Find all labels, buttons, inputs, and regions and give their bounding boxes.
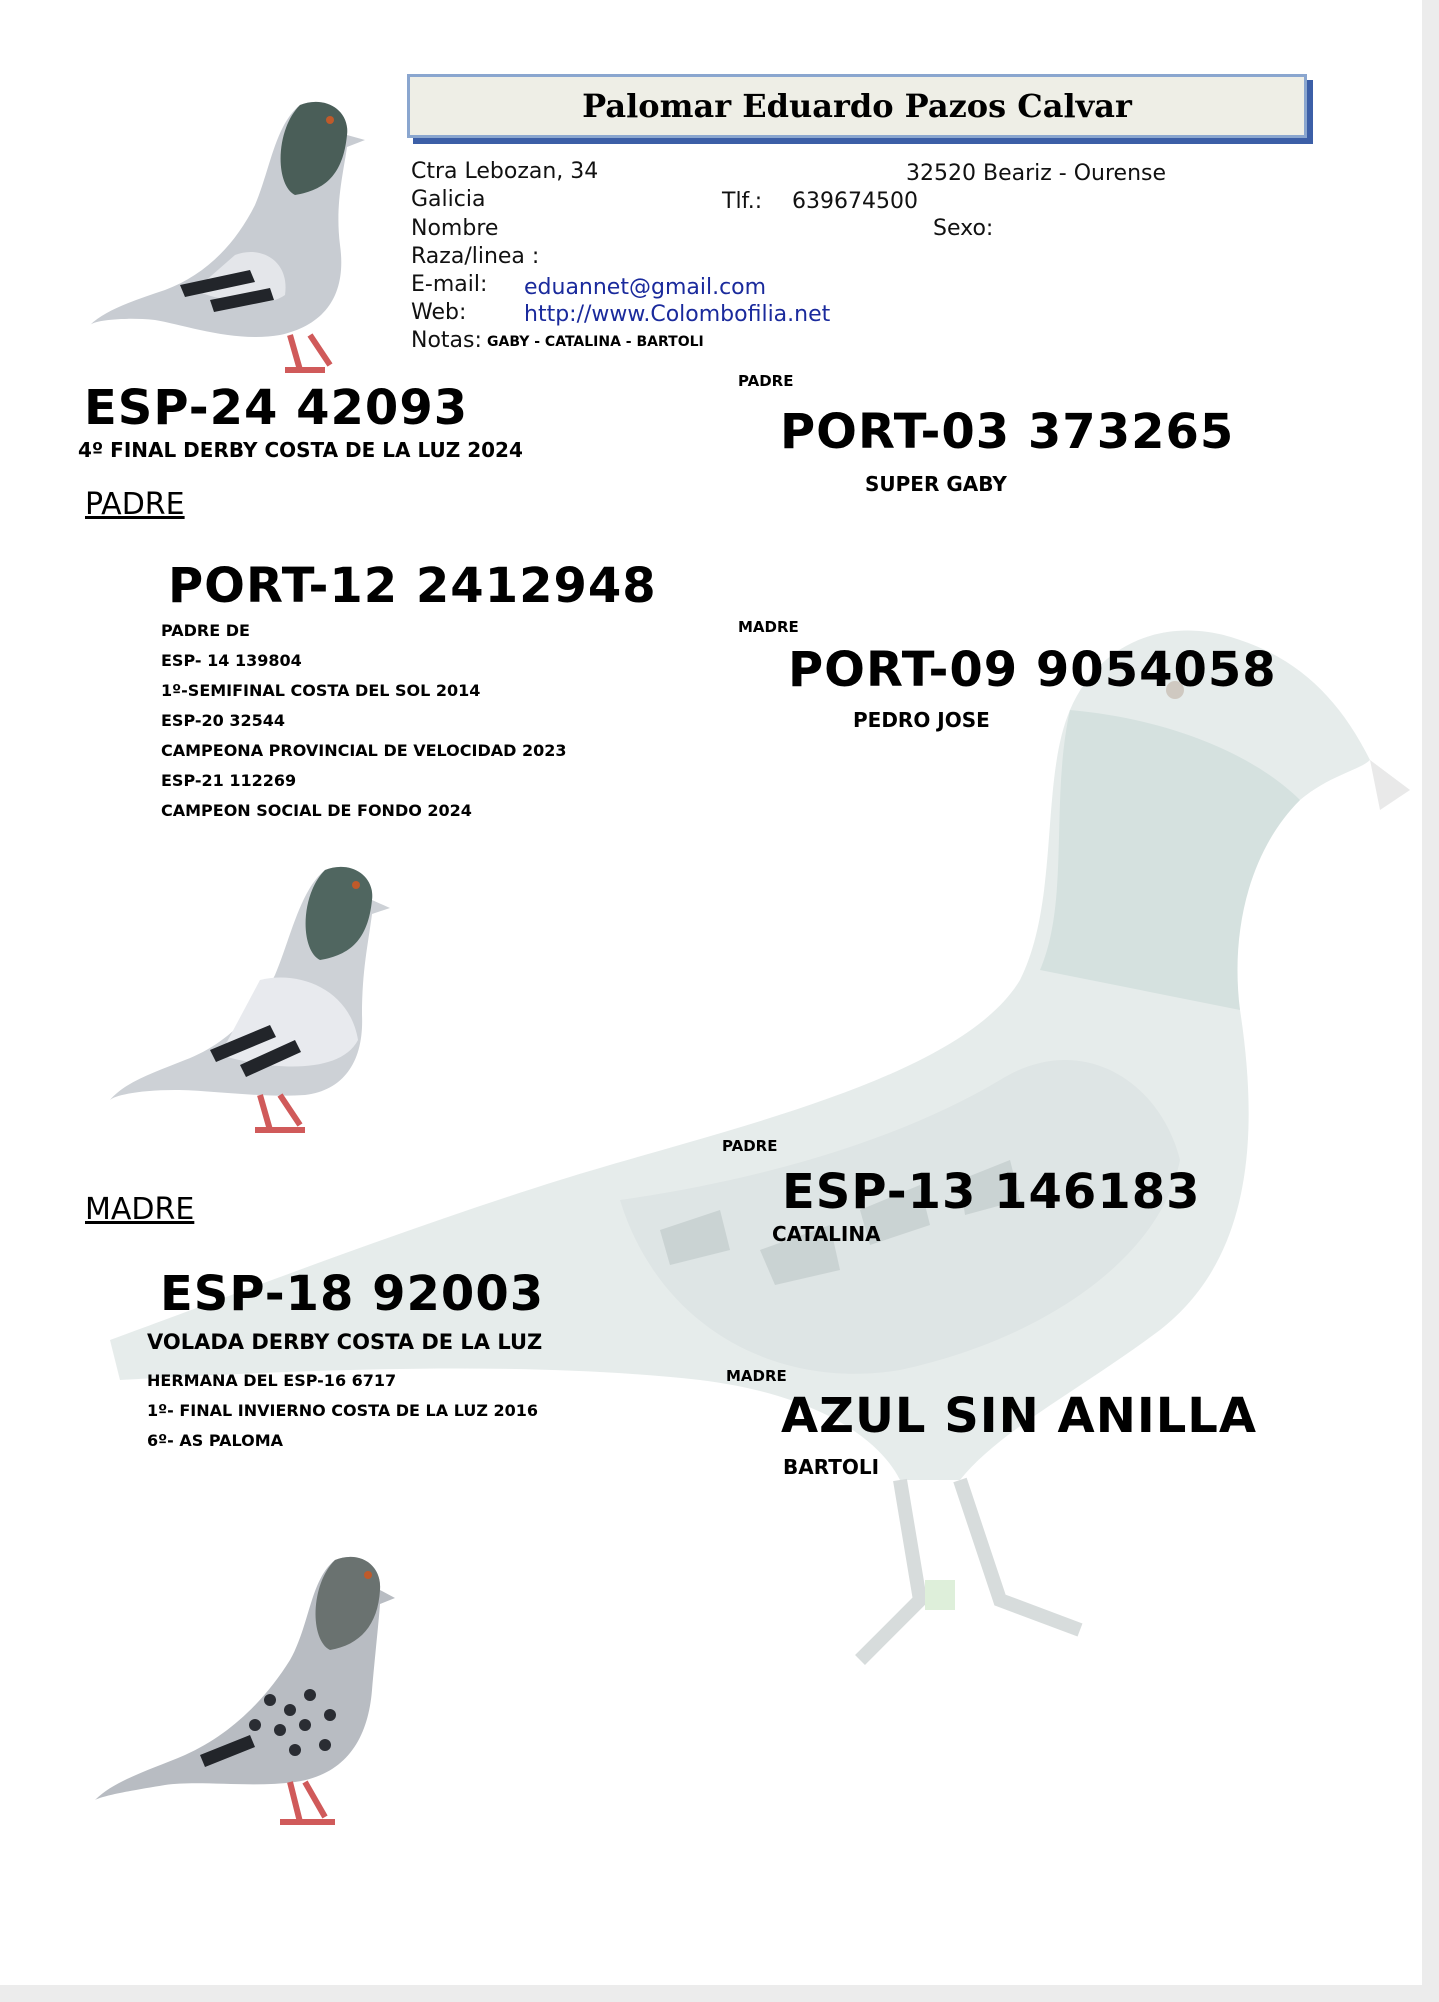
city: 32520 Beariz - Ourense [906, 161, 1167, 186]
sire-ring: PORT-12 2412948 [168, 558, 657, 614]
email-label: E-mail: [411, 272, 488, 297]
dam-ring: ESP-18 92003 [160, 1266, 545, 1322]
region: Galicia [411, 187, 486, 212]
sire-note: CAMPEONA PROVINCIAL DE VELOCIDAD 2023 [161, 741, 567, 760]
dam-mother-ring: AZUL SIN ANILLA [781, 1388, 1258, 1444]
sire-father-name: SUPER GABY [865, 472, 1007, 496]
sire-father-ring: PORT-03 373265 [780, 404, 1235, 460]
web-label: Web: [411, 300, 467, 325]
dam-notes [147, 1366, 538, 1456]
address: Ctra Lebozan, 34 [411, 159, 599, 184]
sire-note: 1º-SEMIFINAL COSTA DEL SOL 2014 [161, 681, 481, 700]
sire-note: ESP-20 32544 [161, 711, 286, 730]
pigeon-photo-icon [85, 85, 385, 375]
dam-note-main: VOLADA DERBY COSTA DE LA LUZ [147, 1330, 543, 1354]
breed-label: Raza/linea : [411, 244, 540, 269]
subject-achievement: 4º FINAL DERBY COSTA DE LA LUZ 2024 [78, 438, 523, 462]
pigeon-photo-icon [100, 850, 400, 1150]
sire-mother-label: MADRE [738, 618, 799, 636]
name-label: Nombre [411, 216, 499, 241]
dam-father-label: PADRE [722, 1137, 778, 1155]
phone-label: Tlf.: [722, 189, 763, 214]
dam-section-label: MADRE [85, 1192, 195, 1227]
sire-note: ESP-21 112269 [161, 771, 297, 790]
phone: 639674500 [792, 189, 918, 214]
dam-father-name: CATALINA [772, 1222, 881, 1246]
sire-notes [161, 616, 567, 826]
email-link[interactable]: eduannet@gmail.com [524, 275, 767, 300]
sire-note: PADRE DE [161, 621, 250, 640]
subject-ring: ESP-24 42093 [84, 380, 469, 436]
sire-father-label: PADRE [738, 372, 794, 390]
sire-mother-name: PEDRO JOSE [853, 708, 990, 732]
dam-mother-label: MADRE [726, 1367, 787, 1385]
pigeon-photo-icon [90, 1550, 400, 1850]
sire-note: ESP- 14 139804 [161, 651, 302, 670]
dam-note: 6º- AS PALOMA [147, 1431, 284, 1450]
dam-note: 1º- FINAL INVIERNO COSTA DE LA LUZ 2016 [147, 1401, 539, 1420]
dam-father-ring: ESP-13 146183 [782, 1164, 1201, 1220]
notes: GABY - CATALINA - BARTOLI [487, 334, 704, 350]
title-box [407, 74, 1307, 138]
sex-label: Sexo: [933, 216, 994, 241]
dam-note: HERMANA DEL ESP-16 6717 [147, 1371, 397, 1390]
web-link[interactable]: http://www.Colombofilia.net [524, 302, 831, 327]
notes-label: Notas: [411, 328, 482, 353]
dam-mother-name: BARTOLI [783, 1455, 880, 1479]
sire-mother-ring: PORT-09 9054058 [788, 642, 1277, 698]
kennel-title: Palomar Eduardo Pazos Calvar [582, 87, 1132, 125]
sire-note: CAMPEON SOCIAL DE FONDO 2024 [161, 801, 472, 820]
sire-section-label: PADRE [85, 487, 185, 522]
